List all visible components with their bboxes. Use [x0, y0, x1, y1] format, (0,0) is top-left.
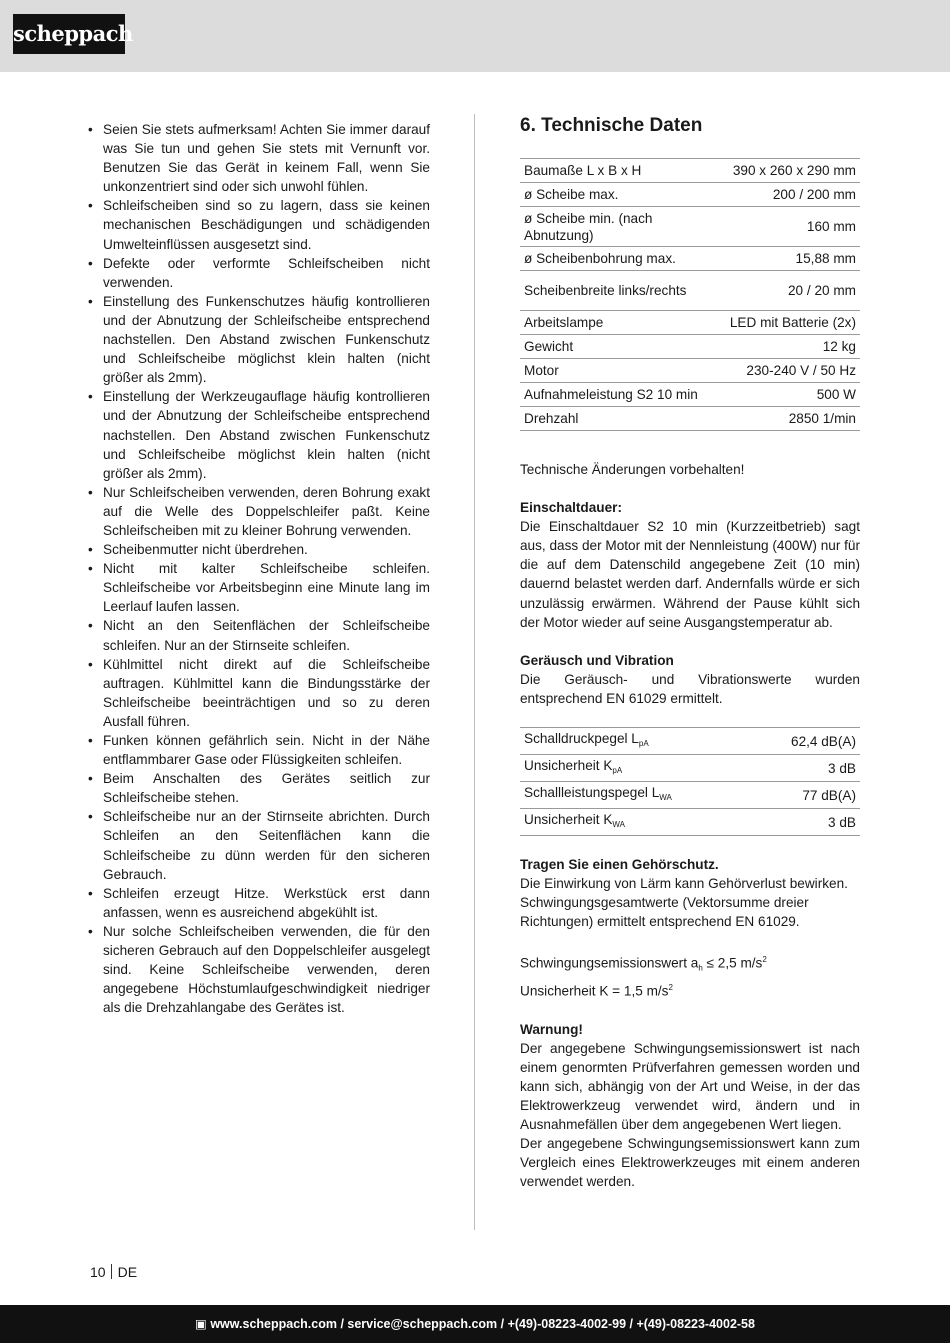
spec-label: Gewicht [520, 335, 726, 359]
spec-label: ø Scheibe max. [520, 183, 726, 207]
hearing-text-2: Schwingungsgesamtwerte (Vektorsumme dreier Richtungen) ermittelt entsprechend EN 61029. [520, 895, 809, 930]
duty-heading: Einschaltdauer: [520, 500, 622, 516]
spec-table [520, 158, 860, 431]
bullet-item [88, 540, 430, 559]
spec-row [520, 159, 860, 183]
bullet-marker: • [88, 809, 93, 825]
noise-value: 77 dB(A) [752, 782, 860, 809]
column-divider [474, 114, 475, 1230]
bullet-item [88, 769, 430, 807]
page-number: 10 DE [90, 1264, 138, 1280]
bullet-marker: • [88, 733, 93, 748]
spec-value: 20 / 20 mm [726, 271, 860, 311]
contact-line: www.scheppach.com / service@scheppach.com / +(49)-08223-4002-99 / +(49)-08223-4002-58 [210, 1317, 755, 1331]
spec-label: Motor [520, 359, 726, 383]
bullet-item [88, 922, 430, 1017]
spec-value: 2850 1/min [726, 407, 860, 431]
bullet-item [88, 387, 430, 482]
bullet-item [88, 655, 430, 731]
contact-footer [0, 1305, 950, 1343]
page-header [0, 0, 950, 72]
warning-text-1: Der angegebene Schwingungsemissionswert ist nach einem genormten Prüfverfahren gemessen worden und kann sich, abhängig von der Art und Weise, in der das Elektrowerkzeug verwendet wird, ändern und in Ausnahmefällen über dem angegebenen Wert liegen. [520, 1040, 860, 1133]
spec-row [520, 311, 860, 335]
bullet-text: Schleifscheibe nur an der Stirnseite abrichten. Durch Schleifen an den Seitenflächen kann die Schleifscheibe zu dünn werden für den sicheren Gebrauch. [103, 809, 430, 882]
bullet-marker: • [88, 122, 93, 137]
bullet-item [88, 807, 430, 883]
noise-label: Unsicherheit $K_{WA}$ [520, 809, 752, 836]
noise-value: 3 dB [752, 809, 860, 836]
spec-label: Baumaße L x B x H [520, 159, 726, 183]
spec-label: ø Scheibenbohrung max. [520, 247, 726, 271]
bullet-marker: • [88, 255, 93, 271]
noise-row [520, 755, 860, 782]
spec-row [520, 247, 860, 271]
vibration-value: Schwingungsemissionswert $a_h \le 2,5$ $m/s^2$ [520, 955, 767, 973]
bullet-text: Schleifscheiben sind so zu lagern, dass sie keinen mechanischen Beschädigungen und schädigenden Umwelteinflüssen ausgesetzt sind. [103, 198, 430, 252]
spec-value: 230-240 V / 50 Hz [726, 359, 860, 383]
bullet-item [88, 292, 430, 387]
hearing-heading: Tragen Sie einen Gehörschutz. [520, 857, 719, 873]
spec-row [520, 359, 860, 383]
bullet-text: Einstellung des Funkenschutzes häufig kontrollieren und der Abnutzung der Schleifscheibe entsprechend nachstellen. Den Abstand zwischen Funkenschutz und Schleifscheibe möglichst klein halten (nicht größer als 2mm). [103, 293, 430, 386]
spec-value: 200 / 200 mm [726, 183, 860, 207]
bullet-marker: • [88, 656, 93, 672]
bullet-text: Seien Sie stets aufmerksam! Achten Sie immer darauf was Sie tun und gehen Sie stets mit Vernunft vor. Benutzen Sie das Gerät in keinem Fall, wenn Sie unkonzentriert sind oder sich unwohl fühlen. [103, 122, 430, 195]
safety-instructions-column [88, 120, 430, 1017]
spec-value: 160 mm [726, 207, 860, 247]
bullet-item [88, 254, 430, 292]
noise-label: Unsicherheit $K_{pA}$ [520, 755, 752, 782]
technical-data-column [520, 112, 860, 1192]
bullet-item [88, 120, 430, 196]
bullet-marker: • [88, 542, 93, 558]
spec-label: Arbeitslampe [520, 311, 726, 335]
bullet-text: Nicht mit kalter Schleifscheibe schleifen. Schleifscheibe vor Arbeitsbeginn eine Minute lang im Leerlauf laufen lassen. [103, 561, 430, 615]
safety-bullet-list [88, 120, 430, 1017]
spec-label: Drehzahl [520, 407, 726, 431]
bullet-text: Funken können gefährlich sein. Nicht in der Nähe entflammbarer Gase oder Flüssigkeiten schleifen. [103, 733, 430, 768]
spec-value: 500 W [726, 383, 860, 407]
noise-table [520, 727, 860, 836]
bullet-item [88, 196, 430, 253]
bullet-marker: • [88, 771, 93, 787]
bullet-text: Nicht an den Seitenflächen der Schleifscheibe schleifen. Nur an der Stirnseite schleifen. [103, 618, 430, 653]
vibration-uncertainty: Unsicherheit K = 1,5 $m/s^2$ [520, 983, 673, 999]
noise-row [520, 809, 860, 836]
spec-value: 390 x 260 x 290 mm [726, 159, 860, 183]
noise-value: 62,4 dB(A) [752, 728, 860, 755]
bullet-marker: • [88, 198, 93, 214]
warning-heading: Warnung! [520, 1021, 583, 1037]
spec-row [520, 383, 860, 407]
brand-logo: scheppach [13, 14, 125, 54]
spec-value: LED mit Batterie (2x) [726, 311, 860, 335]
bullet-text: Nur solche Schleifscheiben verwenden, die für den sicheren Gebrauch auf den Doppelschleifer ausgelegt sind. Keine Schleifscheibe verwenden, deren angegebene Höchstumlaufgeschwindigkeit niedriger als die Drehzahlangabe des Gerätes ist. [103, 923, 430, 1016]
bullet-text: Beim Anschalten des Gerätes seitlich zur Schleifscheibe stehen. [103, 771, 430, 806]
noise-row [520, 728, 860, 755]
bullet-item [88, 616, 430, 654]
bullet-marker: • [88, 484, 93, 500]
noise-heading: Geräusch und Vibration [520, 652, 674, 668]
bullet-item [88, 731, 430, 769]
noise-value: 3 dB [752, 755, 860, 782]
warning-text-2: Der angegebene Schwingungsemissionswert kann zum Vergleich eines Elektrowerkzeuges mit einem anderen verwendet werden. [520, 1136, 860, 1190]
bullet-text: Kühlmittel nicht direkt auf die Schleifscheibe auftragen. Kühlmittel kann die Bindungsstärke der Schleifscheibe beeinträchtigen und so zu deren Ausfall führen. [103, 656, 430, 729]
bullet-marker: • [88, 293, 93, 309]
spec-row [520, 407, 860, 431]
bullet-text: Einstellung der Werkzeugauflage häufig kontrollieren und der Abnutzung der Schleifscheibe entsprechend nachstellen. Den Abstand zwischen Funkenschutz und Schleifscheibe möglichst klein halten (nicht größer als 2mm). [103, 389, 430, 481]
bullet-text: Nur Schleifscheiben verwenden, deren Bohrung exakt auf die Welle des Doppelschleifer paßt. Keine Schleifscheiben mit zu kleiner Bohrung verwenden. [103, 484, 430, 538]
duty-text: Die Einschaltdauer S2 10 min (Kurzzeitbetrieb) sagt aus, dass der Motor mit der Nennleistung (400W) nur für die auf dem Datenschild angegebene Zeit (10 min) dauernd belastet werden darf. Andernfalls würde er sich unzulässig erwärmen. Während der Pause kühlt sich der Motor wieder auf seine Ausgangstemperatur ab. [520, 519, 860, 630]
bullet-marker: • [88, 885, 93, 901]
bullet-marker: • [88, 561, 93, 577]
noise-label: Schalldruckpegel $L_{pA}$ [520, 728, 752, 755]
spec-row [520, 207, 860, 247]
noise-text: Die Geräusch- und Vibrationswerte wurden entsprechend EN 61029 ermittelt. [520, 671, 860, 706]
spec-label: ø Scheibe min. (nach Abnutzung) [520, 207, 726, 247]
computer-icon: ▣ [195, 1317, 207, 1331]
bullet-item [88, 559, 430, 616]
spec-value: 15,88 mm [726, 247, 860, 271]
bullet-text: Schleifen erzeugt Hitze. Werkstück erst dann anfassen, wenn es ausreichend abgekühlt ist. [103, 885, 430, 920]
bullet-marker: • [88, 389, 93, 405]
bullet-item [88, 884, 430, 922]
hearing-text-1: Die Einwirkung von Lärm kann Gehörverlust bewirken. [520, 876, 848, 892]
bullet-marker: • [88, 618, 93, 634]
bullet-marker: • [88, 923, 93, 939]
spec-label: Scheibenbreite links/rechts [520, 271, 726, 311]
spec-value: 12 kg [726, 335, 860, 359]
section-title: 6. Technische Daten [520, 115, 703, 136]
noise-row [520, 782, 860, 809]
noise-label: Schallleistungspegel $L_{WA}$ [520, 782, 752, 809]
spec-label: Aufnahmeleistung S2 10 min [520, 383, 726, 407]
bullet-item [88, 483, 430, 540]
spec-row [520, 335, 860, 359]
bullet-text: Defekte oder verformte Schleifscheiben nicht verwenden. [103, 255, 430, 290]
spec-row [520, 271, 860, 311]
spec-row [520, 183, 860, 207]
bullet-text: Scheibenmutter nicht überdrehen. [103, 542, 308, 558]
changes-note: Technische Änderungen vorbehalten! [520, 462, 745, 477]
